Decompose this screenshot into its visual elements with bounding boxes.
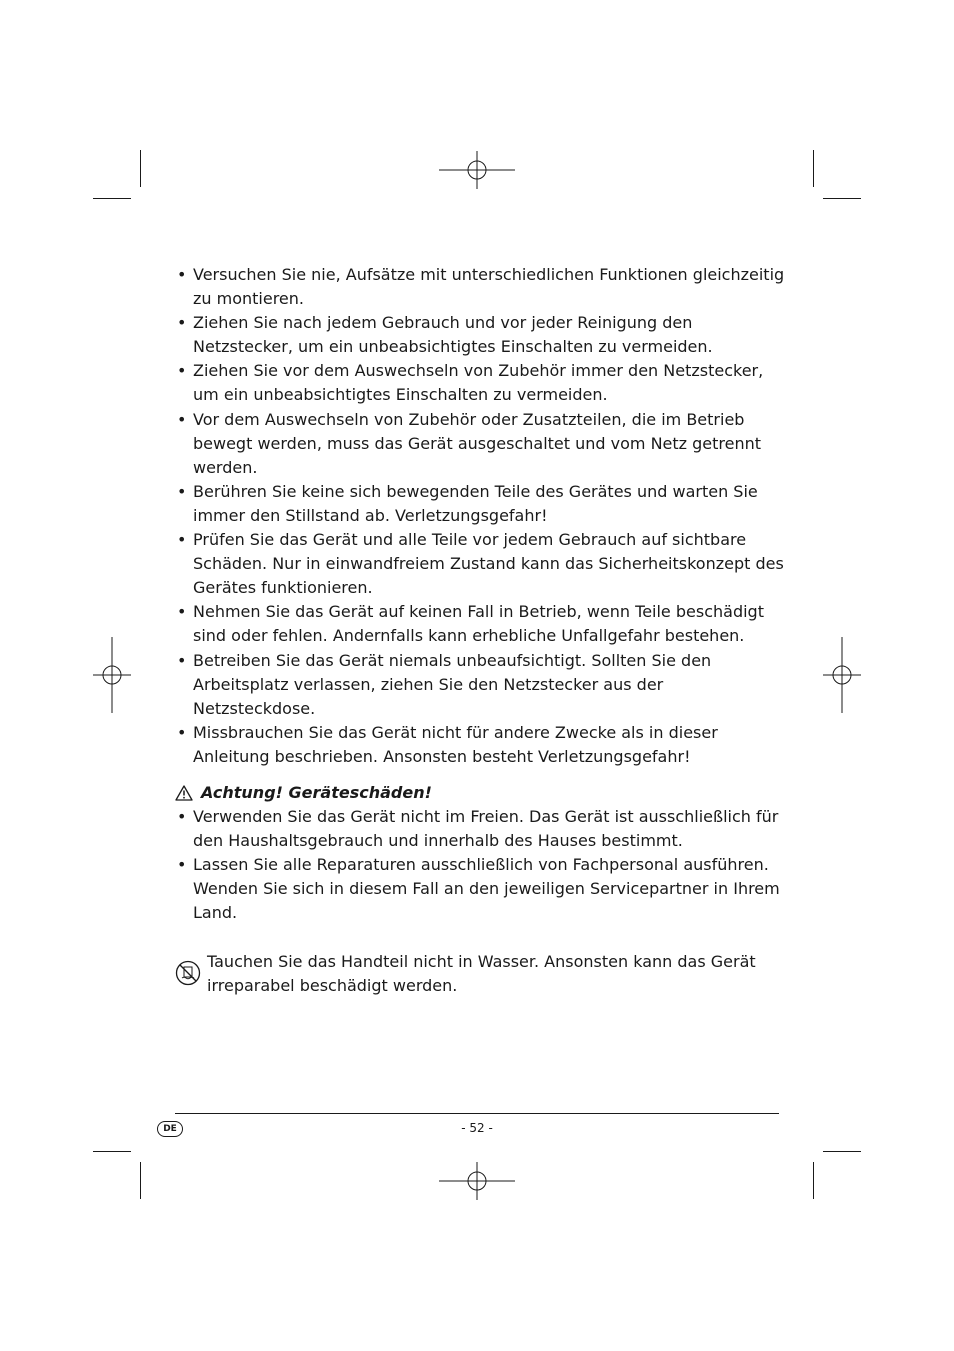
warning-heading (175, 781, 785, 805)
registration-mark-icon (93, 637, 131, 713)
no-water-immersion-icon (175, 960, 201, 986)
note-text: Tauchen Sie das Handteil nicht in Wasser. Ansonsten kann das Gerät irreparabel beschädigt werden. (207, 951, 756, 995)
registration-mark-icon (823, 637, 861, 713)
registration-mark-icon (439, 1162, 515, 1200)
note-block (175, 950, 785, 998)
list-item: • Versuchen Sie nie, Aufsätze mit unterschiedlichen Funktionen gleichzeitig zu montieren. (175, 263, 785, 311)
safety-list (175, 263, 785, 769)
crop-mark (813, 150, 814, 187)
list-item: • Nehmen Sie das Gerät auf keinen Fall in Betrieb, wenn Teile beschädigt sind oder fehlen. Andernfalls kann erhebliche Unfallgefahr bestehen. (175, 600, 785, 648)
language-badge: DE (157, 1121, 183, 1137)
crop-mark (93, 198, 131, 199)
list-item: • Verwenden Sie das Gerät nicht im Freien. Das Gerät ist ausschließlich für den Haushaltsgebrauch und innerhalb des Hauses bestimmt. (175, 805, 785, 853)
crop-mark (93, 1151, 131, 1152)
list-item: • Ziehen Sie vor dem Auswechseln von Zubehör immer den Netzstecker, um ein unbeabsichtigtes Einschalten zu vermeiden. (175, 359, 785, 407)
footer-divider (175, 1113, 779, 1114)
list-item: • Prüfen Sie das Gerät und alle Teile vor jedem Gebrauch auf sichtbare Schäden. Nur in einwandfreiem Zustand kann das Sicherheitskonzept des Gerätes funktionieren. (175, 528, 785, 600)
warning-list (175, 805, 785, 925)
page-content (175, 263, 785, 998)
crop-mark (823, 1151, 861, 1152)
warning-triangle-icon (175, 785, 193, 801)
page-number: - 52 - (461, 1121, 493, 1135)
warning-heading-text: Achtung! Geräteschäden! (201, 782, 432, 802)
crop-mark (140, 150, 141, 187)
list-item: • Ziehen Sie nach jedem Gebrauch und vor jeder Reinigung den Netzstecker, um ein unbeabsichtigtes Einschalten zu vermeiden. (175, 311, 785, 359)
list-item: • Vor dem Auswechseln von Zubehör oder Zusatzteilen, die im Betrieb bewegt werden, muss das Gerät ausgeschaltet und vom Netz getrennt werden. (175, 408, 785, 480)
crop-mark (813, 1162, 814, 1199)
list-item: • Betreiben Sie das Gerät niemals unbeaufsichtigt. Sollten Sie den Arbeitsplatz verlassen, ziehen Sie den Netzstecker aus der Netzsteckdose. (175, 649, 785, 721)
list-item: • Lassen Sie alle Reparaturen ausschließlich von Fachpersonal ausführen. Wenden Sie sich in diesem Fall an den jeweiligen Servicepartner in Ihrem Land. (175, 853, 785, 925)
crop-mark (140, 1162, 141, 1199)
list-item: • Berühren Sie keine sich bewegenden Teile des Gerätes und warten Sie immer den Stillstand ab. Verletzungsgefahr! (175, 480, 785, 528)
list-item: • Missbrauchen Sie das Gerät nicht für andere Zwecke als in dieser Anleitung beschrieben. Ansonsten besteht Verletzungsgefahr! (175, 721, 785, 769)
registration-mark-icon (439, 151, 515, 189)
crop-mark (823, 198, 861, 199)
